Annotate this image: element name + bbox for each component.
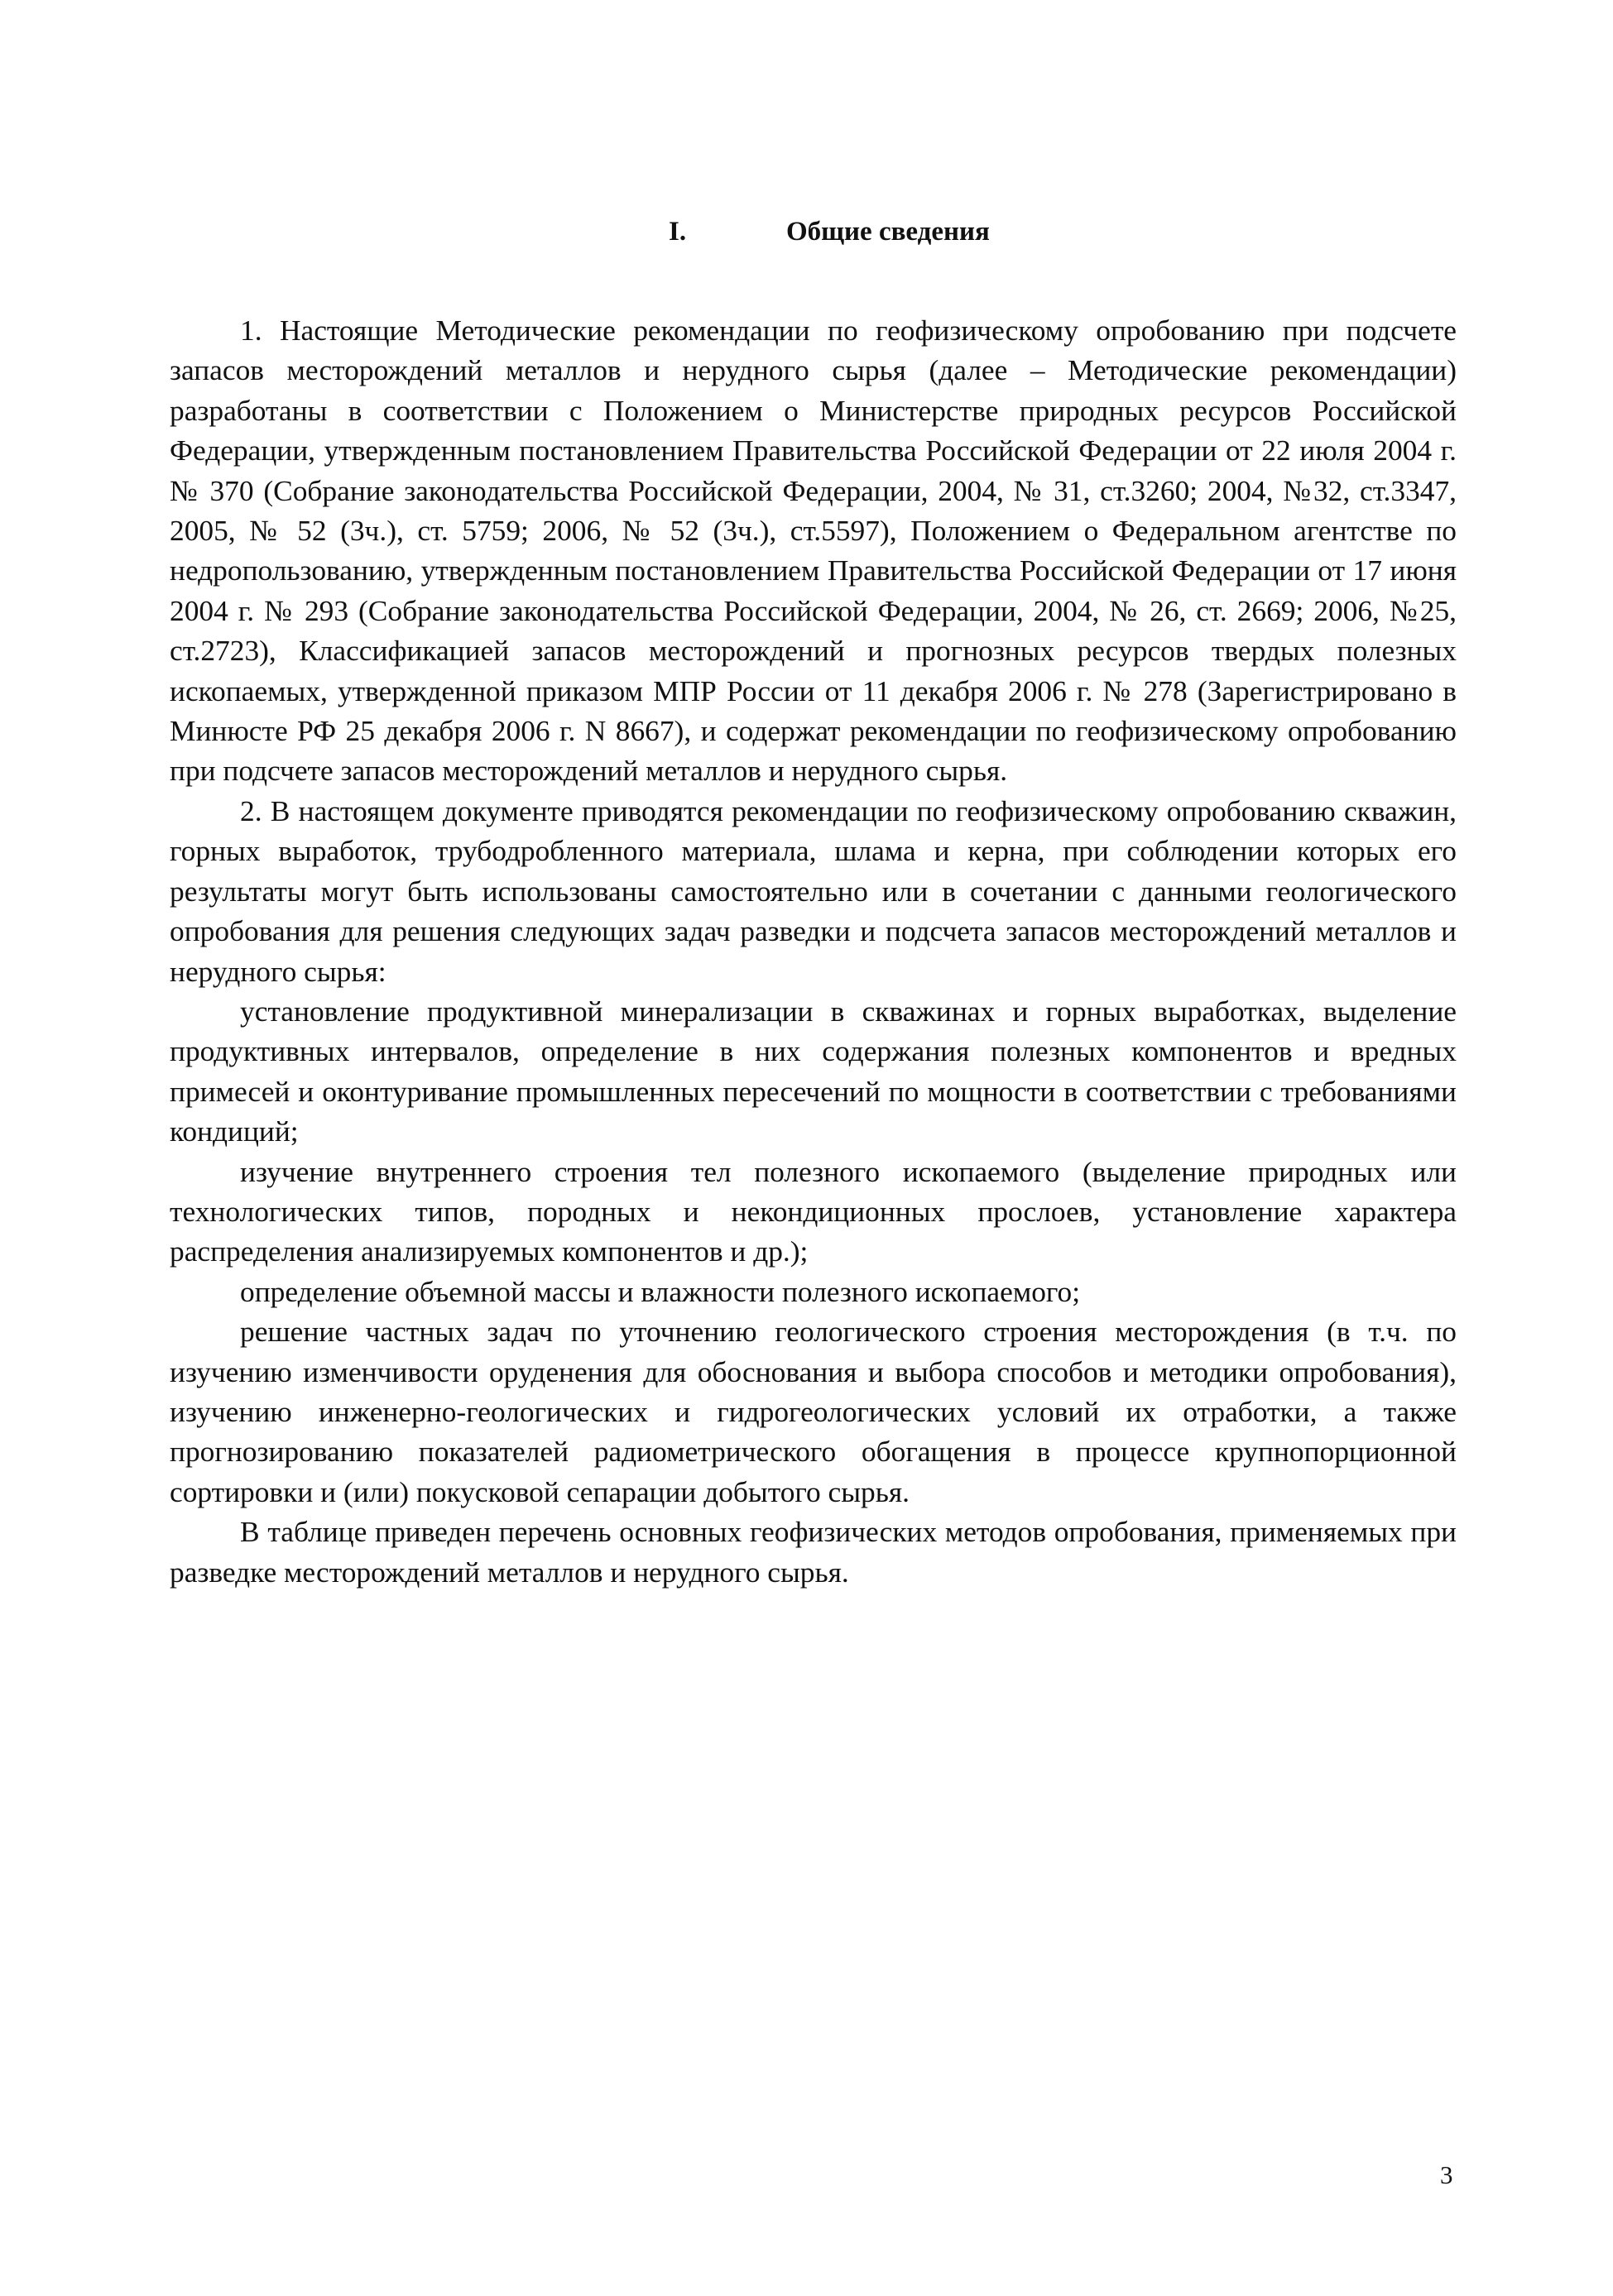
section-number: I. <box>669 217 687 247</box>
paragraph-2: 2. В настоящем документе приводятся рекомендации по геофизическому опробованию скважин, горных выработок, трубодробленного материала, шлама и керна, при соблюдении которых его результаты могут быть использованы самостоятельно или в сочетании с данными геологического опробования для решения следующих задач разведки и подсчета запасов месторождений металлов и нерудного сырья: <box>170 793 1457 988</box>
section-title: Общие сведения <box>786 217 990 247</box>
body-text <box>170 310 1457 1592</box>
page-number: 3 <box>1440 2160 1453 2189</box>
paragraph-1: 1. Настоящие Методические рекомендации по геофизическому опробованию при подсчете запасов месторождений металлов и нерудного сырья (далее – Методические рекомендации) разработаны в соответствии с Положением о Министерстве природных ресурсов Российской Федерации, утвержденным постановлением Правительства Российской Федерации от 22 июля 2004 г. № 370 (Собрание законодательства Российской Федерации, 2004, № 31, ст.3260; 2004, №32, ст.3347, 2005, № 52 (3ч.), ст. 5759; 2006, № 52 (3ч.), ст.5597), Положением о Федеральном агентстве по недропользованию, утвержденным постановлением Правительства Российской Федерации от 17 июня 2004 г. № 293 (Собрание законодательства Российской Федерации, 2004, № 26, ст. 2669; 2006, №25, ст.2723), Классификацией запасов месторождений и прогнозных ресурсов твердых полезных ископаемых, утвержденной приказом МПР России от 11 декабря 2006 г. № 278 (Зарегистрировано в Минюсте РФ 25 декабря 2006 г. N 8667), и содержат рекомендации по геофизическому опробованию при подсчете запасов месторождений металлов и нерудного сырья. <box>170 314 1457 788</box>
paragraph-4: изучение внутреннего строения тел полезного ископаемого (выделение природных или технологических типов, породных и некондиционных прослоев, установление характера распределения анализируемых компонентов и др.); <box>170 1154 1457 1268</box>
section-heading <box>0 217 1613 258</box>
paragraph-7: В таблице приведен перечень основных геофизических методов опробования, применяемых при разведке месторождений металлов и нерудного сырья. <box>170 1515 1457 1589</box>
paragraph-6: решение частных задач по уточнению геологического строения месторождения (в т.ч. по изучению изменчивости оруденения для обоснования и выбора способов и методики опробования), изучению инженерно-геологических и гидрогеологических условий их отработки, а также прогнозированию показателей радиометрического обогащения в процессе крупнопорционной сортировки и (или) покусковой сепарации добытого сырья. <box>170 1315 1457 1508</box>
paragraph-5: определение объемной массы и влажности полезного ископаемого; <box>240 1274 1081 1308</box>
paragraph-3: установление продуктивной минерализации в скважинах и горных выработках, выделение продуктивных интервалов, определение в них содержания полезных компонентов и вредных примесей и оконтуривание промышленных пересечений по мощности в соответствии с требованиями кондиций; <box>170 994 1457 1148</box>
